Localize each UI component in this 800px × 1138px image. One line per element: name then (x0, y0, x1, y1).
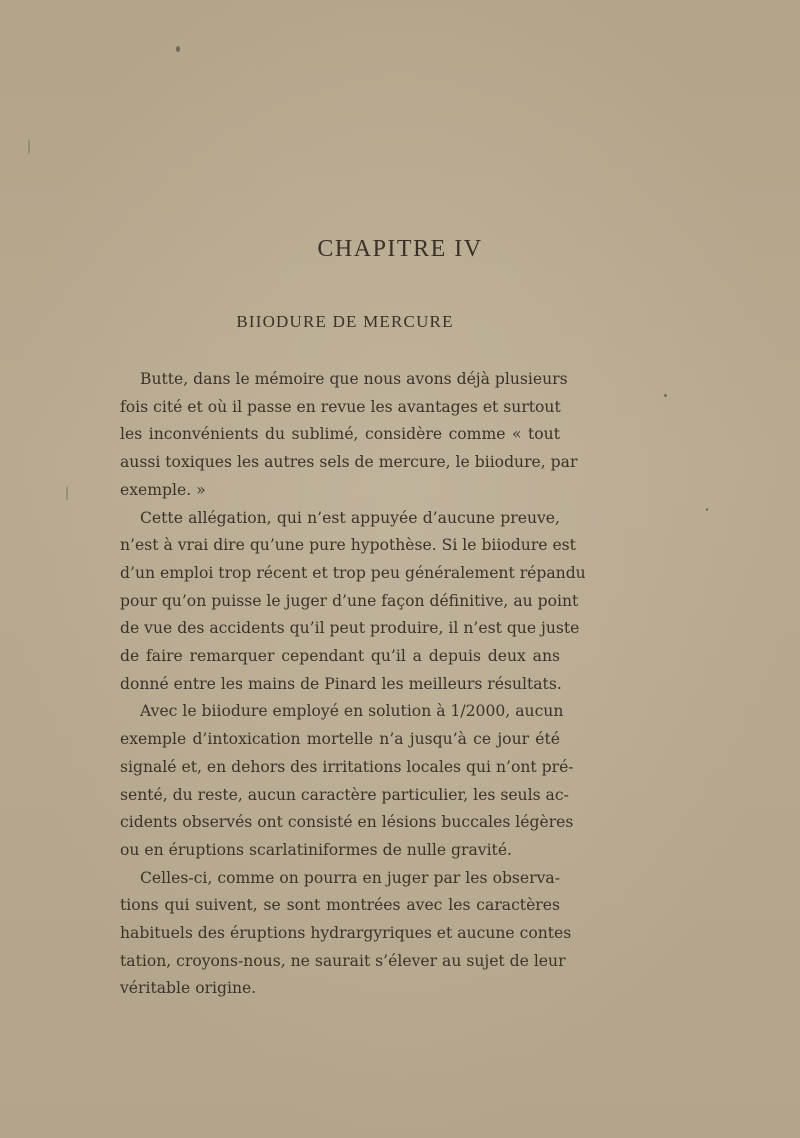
section-title: BIIODURE DE MERCURE (236, 312, 454, 331)
text-line: tions qui suivent, se sont montrées avec les caractères (120, 896, 560, 915)
paper-speck (176, 46, 180, 52)
text-line: n’est à vrai dire qu’une pure hypothèse. Si le biiodure est (120, 536, 576, 555)
paper-speck (664, 394, 667, 397)
text-line: fois cité et où il passe en revue les avantages et surtout (120, 397, 561, 416)
chapter-title: CHAPITRE IV (317, 236, 483, 262)
text-line: donné entre les mains de Pinard les meilleurs résultats. (120, 674, 562, 693)
text-line: habituels des éruptions hydrargyriques et aucune contes (120, 924, 572, 943)
text-line: tation, croyons-nous, ne saurait s’élever au sujet de leur (120, 951, 566, 970)
text-line: véritable origine. (120, 979, 257, 998)
text-line: exemple. » (120, 480, 206, 499)
text-line: aussi toxiques les autres sels de mercure, le biiodure, par (120, 453, 578, 472)
text-line: signalé et, en dehors des irritations locales qui n’ont pré- (120, 757, 574, 776)
paper-speck (66, 486, 68, 500)
text-line: Avec le biiodure employé en solution à 1/2000, aucun (140, 702, 564, 721)
text-line: ou en éruptions scarlatiniformes de nulle gravité. (120, 840, 513, 859)
text-line: de faire remarquer cependant qu’il a depuis deux ans (120, 647, 560, 666)
text-line: cidents observés ont consisté en lésions buccales légères (120, 813, 574, 832)
text-line: Celles-ci, comme on pourra en juger par les observa- (140, 868, 560, 887)
text-line: senté, du reste, aucun caractère particulier, les seuls ac- (120, 785, 569, 804)
paper-speck (28, 140, 30, 154)
text-line: Butte, dans le mémoire que nous avons déjà plusieurs (140, 370, 568, 388)
text-line: exemple d’intoxication mortelle n’a jusqu’à ce jour été (120, 730, 560, 749)
text-line: de vue des accidents qu’il peut produire, il n’est que juste (120, 619, 580, 638)
text-line: pour qu’on puisse le juger d’une façon définitive, au point (120, 591, 579, 610)
body-text (120, 366, 586, 1003)
text-line: les inconvénients du sublimé, considère comme « tout (120, 425, 560, 444)
paper-speck (706, 508, 708, 511)
text-line: Cette allégation, qui n’est appuyée d’aucune preuve, (140, 508, 560, 527)
text-line: d’un emploi trop récent et trop peu généralement répandu (120, 563, 586, 582)
